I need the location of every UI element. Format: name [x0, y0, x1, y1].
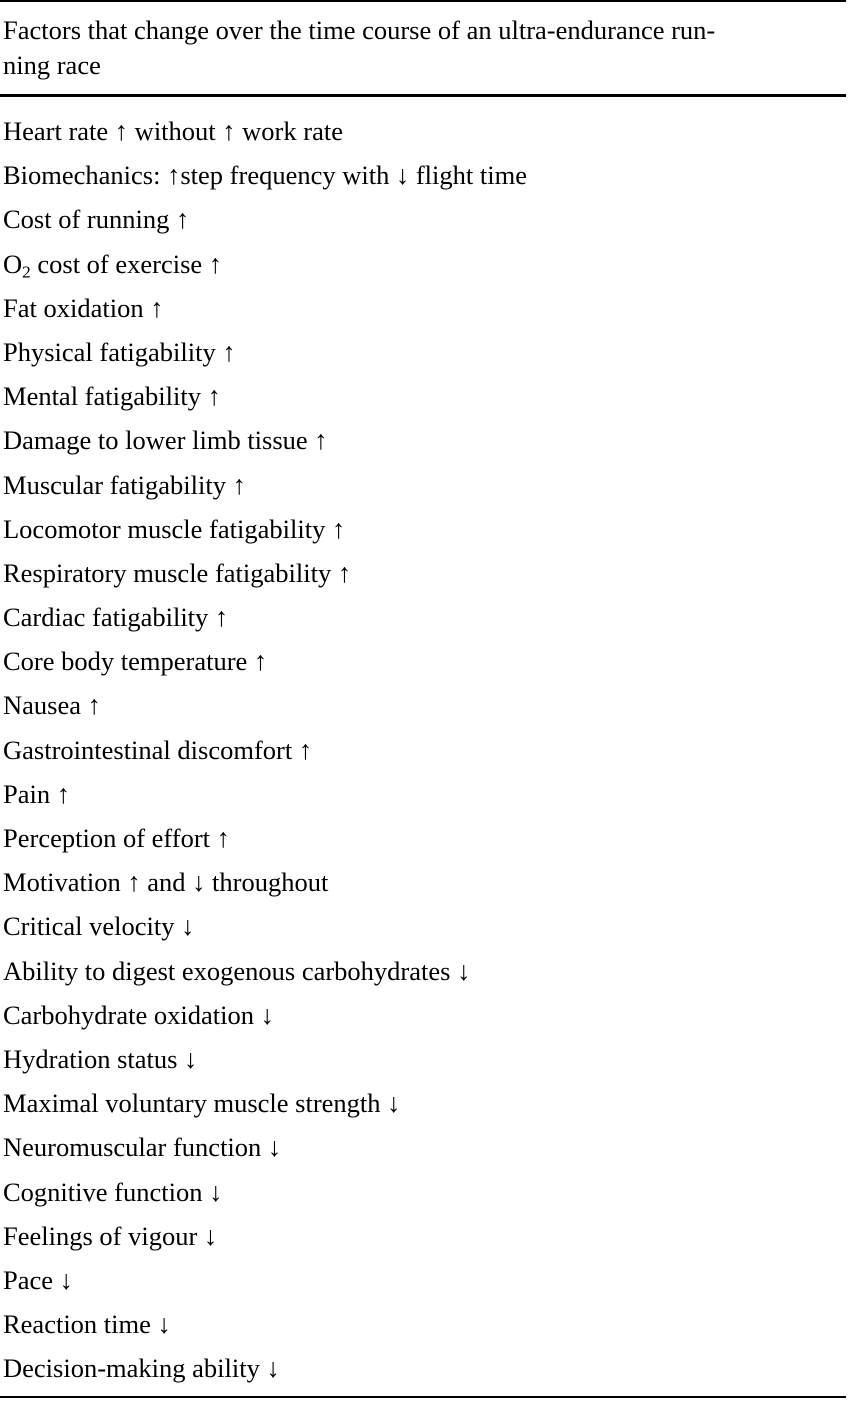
- table-row: Cognitive function ↓: [3, 1176, 223, 1207]
- table-row: Fat oxidation ↑: [3, 292, 164, 323]
- table-row: Heart rate ↑ without ↑ work rate: [3, 116, 343, 146]
- table-row: Mental fatigability ↑: [3, 381, 221, 412]
- table-header-line-2: ning race: [3, 50, 101, 80]
- table-row: Perception of effort ↑: [3, 823, 230, 853]
- table-row: Locomotor muscle fatigability ↑: [3, 513, 346, 544]
- table-row: Neuromuscular function ↓: [3, 1132, 282, 1163]
- table-row: Cost of running ↑: [3, 204, 190, 235]
- table-header-line-1: Factors that change over the time course of an ultra-endurance run-: [3, 15, 716, 45]
- table-row: Maximal voluntary muscle strength ↓: [3, 1088, 401, 1119]
- table-header: [3, 13, 823, 83]
- table-row: Carbohydrate oxidation ↓: [3, 999, 274, 1030]
- table-row: Pain ↑: [3, 778, 70, 809]
- table-row: Biomechanics: ↑step frequency with ↓ flight time: [3, 160, 527, 191]
- table-row: Critical velocity ↓: [3, 911, 195, 942]
- table-row: Respiratory muscle fatigability ↑: [3, 557, 352, 588]
- table-row: Ability to digest exogenous carbohydrates ↓: [3, 955, 471, 986]
- table-row: $O_2$ cost of exercise ↑: [3, 248, 223, 281]
- table-header-rule: [0, 94, 846, 97]
- table-row: Damage to lower limb tissue ↑: [3, 425, 328, 456]
- table-row: Nausea ↑: [3, 690, 101, 721]
- table-row: Pace ↓: [3, 1264, 73, 1295]
- table-row: Decision-making ability ↓: [3, 1353, 280, 1384]
- table-bottom-rule: [0, 1396, 846, 1398]
- table-row: Feelings of vigour ↓: [3, 1220, 218, 1251]
- table-row: Physical fatigability ↑: [3, 336, 236, 367]
- table-row: Core body temperature ↑: [3, 646, 268, 677]
- table-row: Muscular fatigability ↑: [3, 469, 246, 500]
- table-body: [3, 109, 843, 1390]
- table-row: Gastrointestinal discomfort ↑: [3, 734, 313, 765]
- table-row: Hydration status ↓: [3, 1043, 198, 1074]
- table-top-rule: [0, 0, 846, 2]
- table-row: Reaction time ↓: [3, 1309, 171, 1340]
- table-row: Motivation ↑ and ↓ throughout: [3, 867, 329, 898]
- table-row: Cardiac fatigability ↑: [3, 602, 229, 633]
